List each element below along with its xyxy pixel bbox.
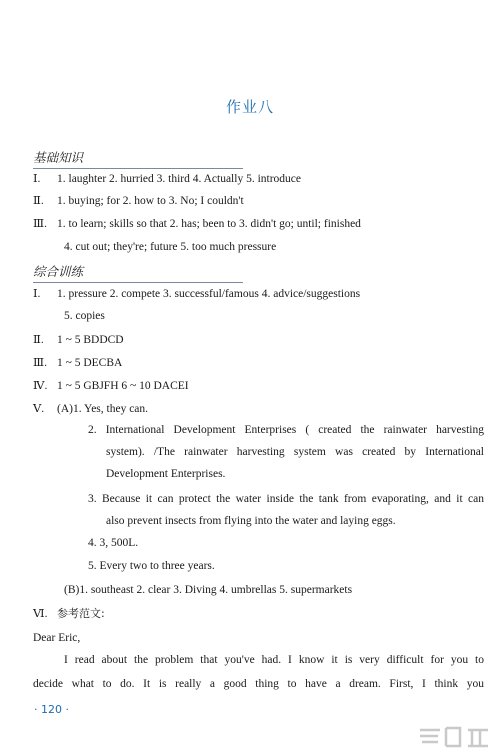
answer-line: [106, 510, 484, 532]
roman-numeral: Ⅰ.: [33, 173, 41, 185]
answer-text: 1 ~ 5 GBJFH 6 ~ 10 DACEI: [57, 380, 189, 392]
answer-text: 5. copies: [64, 310, 105, 322]
answer-text: 1. to learn; skills so that 2. has; been to 3. didn't go; until; finished: [57, 218, 361, 230]
watermark-logo: [416, 722, 494, 752]
answer-line: [106, 463, 484, 485]
roman-numeral: Ⅲ.: [33, 357, 47, 369]
answer-line: [33, 606, 105, 622]
answer-text: 1. buying; for 2. how to 3. No; I couldn't: [57, 195, 244, 207]
roman-numeral: Ⅲ.: [33, 218, 47, 230]
answer-line: [33, 286, 360, 302]
answer-text: also prevent insects from flying into the water and laying eggs.: [106, 515, 396, 527]
section-underline: [33, 282, 243, 283]
answer-text: system). /The rainwater harvesting system was created by International: [106, 446, 484, 458]
answer-line: [33, 216, 361, 232]
answer-text: 3. Because it can protect the water inside the tank from evaporating, and it can: [88, 493, 484, 505]
roman-numeral: Ⅵ.: [33, 608, 48, 620]
answer-text: Development Enterprises.: [106, 468, 226, 480]
answer-text: 5. Every two to three years.: [88, 560, 215, 572]
answer-text: (B)1. southeast 2. clear 3. Diving 4. umbrellas 5. supermarkets: [64, 584, 353, 596]
answer-line: [88, 488, 484, 510]
essay-text: decide what to do. It is really a good thing to have a dream. First, I think you: [33, 678, 484, 690]
answer-line: [33, 355, 122, 371]
answer-line: [33, 401, 148, 417]
answer-line: [64, 308, 105, 324]
answer-line: [64, 239, 276, 255]
answer-text: 1 ~ 5 DECBA: [57, 357, 123, 369]
answer-line: [106, 441, 484, 463]
section-underline: [33, 168, 243, 169]
roman-numeral: Ⅴ.: [33, 403, 45, 415]
answer-line: [88, 535, 138, 551]
essay-text: I read about the problem that you've had. I know it is very difficult for you to: [64, 654, 484, 666]
answer-line: [88, 419, 484, 441]
answer-text: 4. 3, 500L.: [88, 537, 139, 549]
answer-text: 4. cut out; they're; future 5. too much pressure: [64, 241, 277, 253]
section-heading-basic: [33, 148, 83, 166]
answer-line: [33, 378, 189, 394]
answer-line: [33, 171, 301, 187]
page-title: 作业八: [225, 98, 274, 116]
roman-numeral: Ⅳ.: [33, 380, 48, 392]
answer-line: [88, 558, 215, 574]
page-number: · 120 ·: [34, 703, 69, 716]
roman-numeral: Ⅱ.: [33, 334, 44, 346]
answer-text: 1 ~ 5 BDDCD: [57, 334, 124, 346]
essay-line: [64, 649, 484, 671]
essay-label: 参考范文:: [57, 607, 105, 620]
answer-text: 2. International Development Enterprises ( created the rainwater harvesting: [88, 424, 484, 436]
essay-salutation: [33, 630, 80, 646]
answer-text: 1. laughter 2. hurried 3. third 4. Actually 5. introduce: [57, 173, 301, 185]
answer-text: 1. pressure 2. compete 3. successful/famous 4. advice/suggestions: [57, 288, 361, 300]
essay-line: [33, 673, 484, 695]
answer-line: [64, 582, 352, 598]
roman-numeral: Ⅰ.: [33, 288, 41, 300]
answer-line: [33, 332, 124, 348]
essay-salutation-text: Dear Eric,: [33, 632, 81, 644]
roman-numeral: Ⅱ.: [33, 195, 44, 207]
section-heading-comprehensive: [33, 262, 83, 280]
answer-line: [33, 193, 244, 209]
answer-text: (A)1. Yes, they can.: [57, 403, 149, 415]
section-heading-comprehensive-text: 综合训练: [33, 264, 84, 279]
section-heading-basic-text: 基础知识: [33, 150, 84, 165]
